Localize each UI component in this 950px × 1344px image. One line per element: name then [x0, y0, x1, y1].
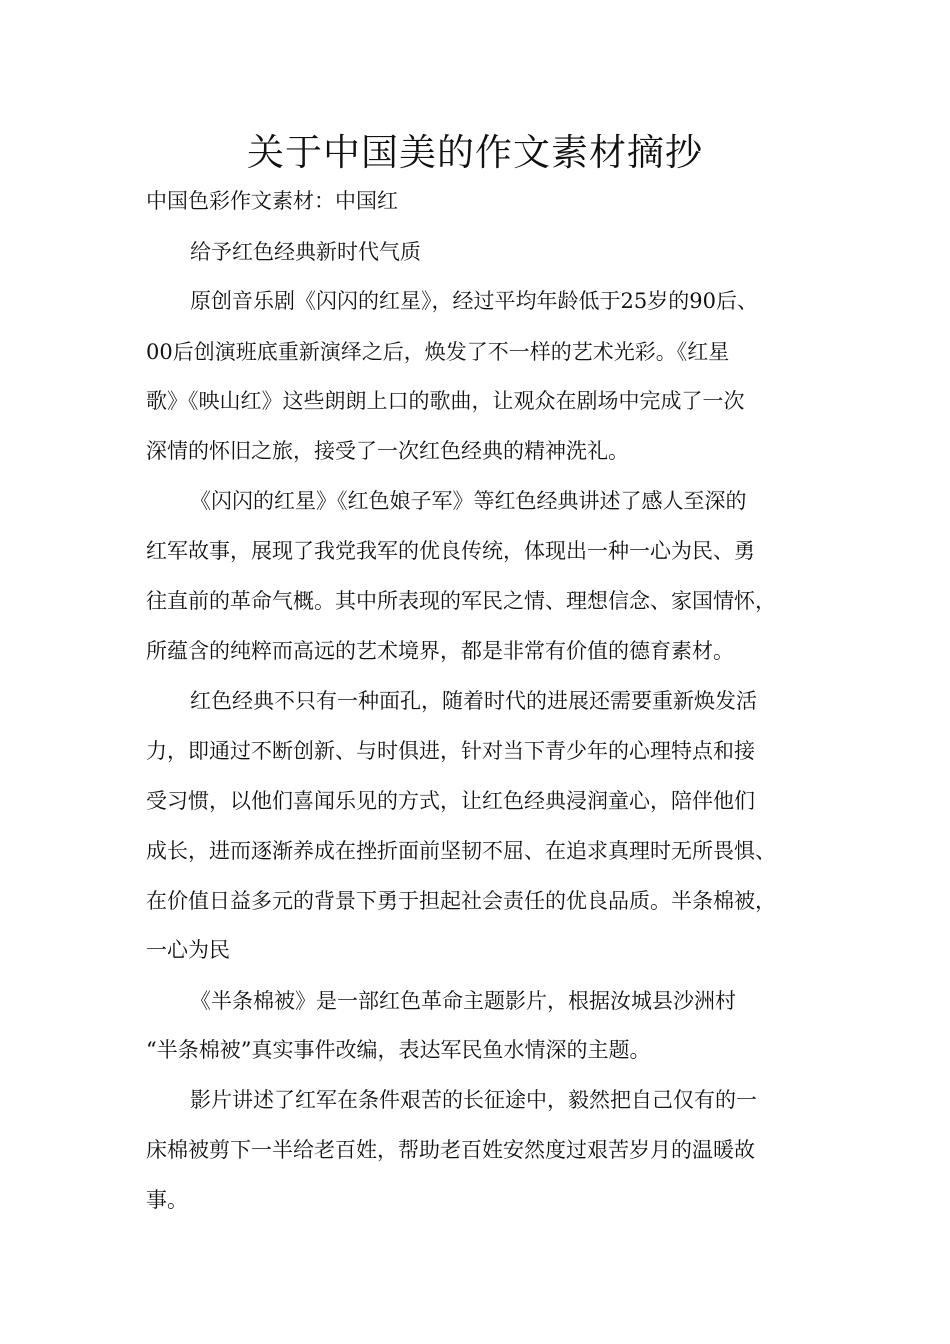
paragraph-line: 床棉被剪下一半给老百姓，帮助老百姓安然度过艰苦岁月的温暖故 — [146, 1138, 755, 1162]
paragraph-line: 红色经典不只有一种面孔，随着时代的进展还需要重新焕发活 — [190, 689, 757, 713]
paragraph-line: 《闪闪的红星》《红色娘子军》等红色经典讲述了感人至深的 — [190, 489, 747, 513]
paragraph-line: 影片讲述了红军在条件艰苦的长征途中，毅然把自己仅有的一 — [190, 1088, 757, 1112]
subheading: 给予红色经典新时代气质 — [190, 240, 421, 264]
section-heading: 中国色彩作文素材：中国红 — [146, 189, 398, 213]
document-title: 关于中国美的作文素材摘抄 — [247, 131, 703, 174]
paragraph-line: 事。 — [146, 1188, 188, 1212]
paragraph-line: “半条棉被”真实事件改编，表达军民鱼水情深的主题。 — [146, 1038, 651, 1062]
paragraph-line: 力，即通过不断创新、与时俱进，针对当下青少年的心理特点和接 — [146, 739, 755, 763]
paragraph-line: 深情的怀旧之旅，接受了一次红色经典的精神洗礼。 — [146, 439, 629, 463]
paragraph-line: 往直前的革命气概。其中所表现的军民之情、理想信念、家国情怀， — [146, 589, 776, 613]
paragraph-line: 原创音乐剧《闪闪的红星》，经过平均年龄低于25岁的90后、 — [190, 289, 758, 313]
paragraph-line: 成长，进而逐渐养成在挫折面前坚韧不屈、在追求真理时无所畏惧、 — [146, 839, 776, 863]
paragraph-line: 00后创演班底重新演绎之后，焕发了不一样的艺术光彩。《红星 — [146, 340, 730, 364]
paragraph-line: 在价值日益多元的背景下勇于担起社会责任的优良品质。半条棉被， — [146, 889, 776, 913]
paragraph-line: 所蕴含的纯粹而高远的艺术境界，都是非常有价值的德育素材。 — [146, 639, 734, 663]
paragraph-line: 受习惯，以他们喜闻乐见的方式，让红色经典浸润童心，陪伴他们 — [146, 789, 755, 813]
paragraph-line: 一心为民 — [146, 938, 230, 962]
paragraph-line: 《半条棉被》是一部红色革命主题影片，根据汝城县沙洲村 — [190, 989, 736, 1013]
paragraph-line: 红军故事，展现了我党我军的优良传统，体现出一种一心为民、勇 — [146, 539, 755, 563]
paragraph-line: 歌》《映山红》这些朗朗上口的歌曲，让观众在剧场中完成了一次 — [146, 389, 745, 413]
